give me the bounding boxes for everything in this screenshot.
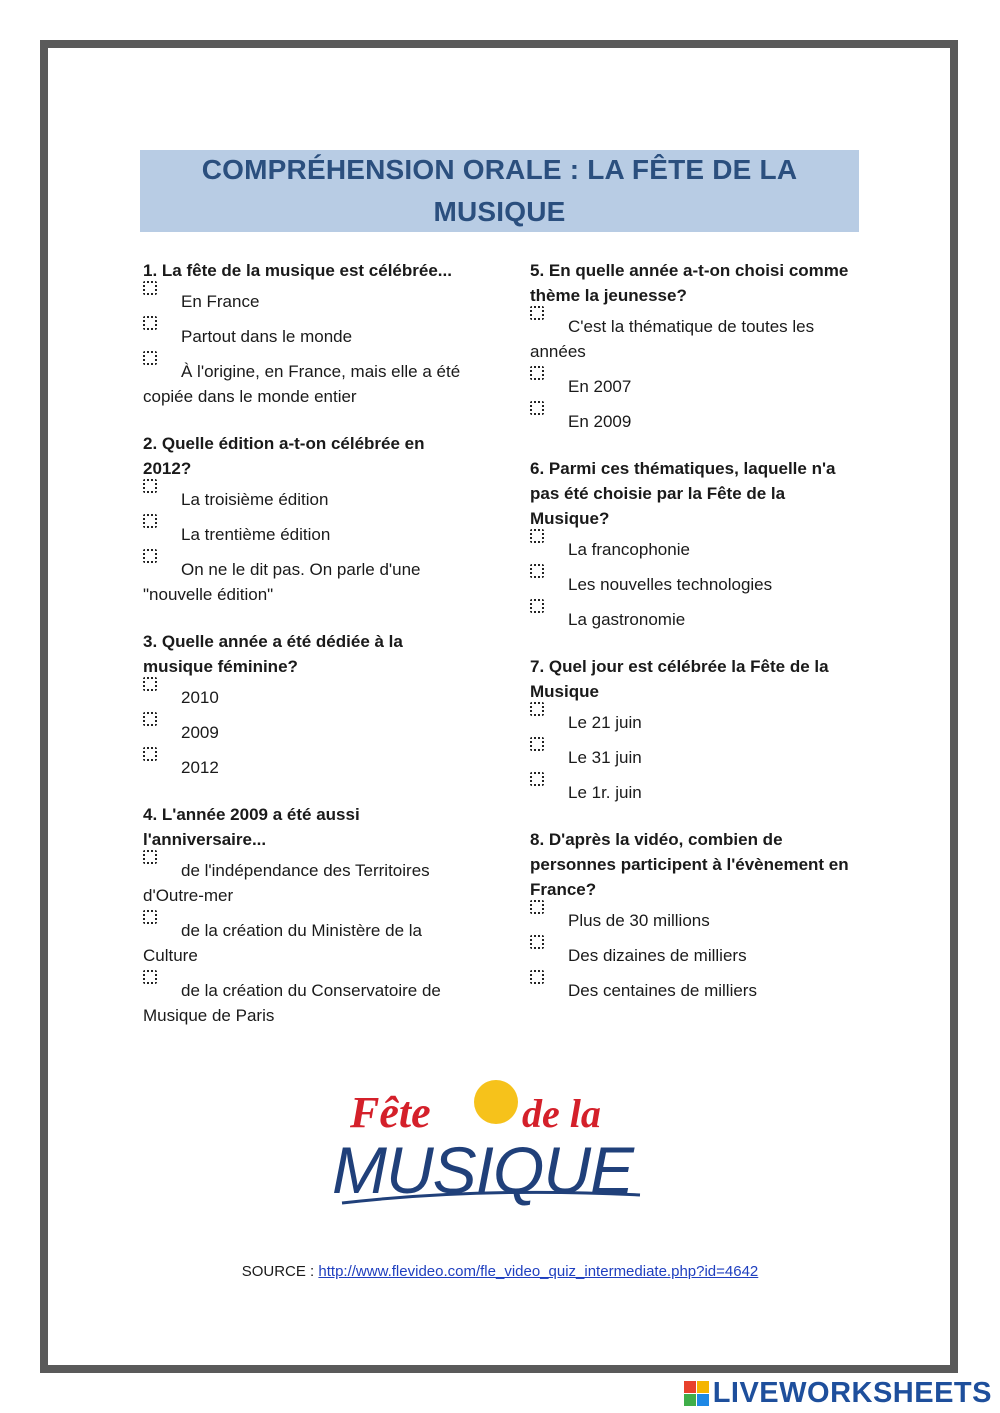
answer-option[interactable]: [530, 537, 860, 562]
option-label: Le 31 juin: [568, 748, 642, 767]
svg-text:de la: de la: [522, 1091, 601, 1136]
question-7: [530, 654, 860, 805]
option-label: Les nouvelles technologies: [568, 575, 773, 594]
question-text: 2. Quelle édition a-t-on célébrée en 2012?: [143, 434, 425, 478]
question-text: 8. D'après la vidéo, combien de personnes participent à l'évènement en France?: [530, 830, 849, 899]
checkbox-icon[interactable]: [143, 281, 157, 295]
option-label: En France: [181, 292, 260, 311]
checkbox-icon[interactable]: [143, 514, 157, 528]
answer-option[interactable]: [143, 522, 473, 547]
answer-option[interactable]: [530, 607, 860, 632]
checkbox-icon[interactable]: [143, 351, 157, 365]
answer-option[interactable]: [143, 487, 473, 512]
fete-de-la-musique-logo-icon: [322, 1075, 652, 1225]
checkbox-icon[interactable]: [143, 970, 157, 984]
question-5: [530, 258, 860, 434]
source-label: SOURCE :: [241, 1263, 315, 1280]
question-2: [143, 431, 473, 607]
checkbox-icon[interactable]: [530, 737, 544, 751]
checkbox-icon[interactable]: [530, 366, 544, 380]
checkbox-icon[interactable]: [530, 599, 544, 613]
checkbox-icon[interactable]: [143, 747, 157, 761]
checkbox-icon[interactable]: [143, 479, 157, 493]
right-column: [530, 258, 860, 1025]
option-label: À l'origine, en France, mais elle a été copiée dans le monde entier: [143, 362, 461, 406]
answer-option[interactable]: [143, 978, 473, 1028]
answer-option[interactable]: [530, 978, 860, 1003]
title-banner: [140, 150, 859, 232]
option-label: de la création du Ministère de la Culture: [143, 921, 422, 965]
checkbox-icon[interactable]: [530, 702, 544, 716]
answer-option[interactable]: [143, 755, 473, 780]
liveworksheets-brand[interactable]: [684, 1378, 992, 1408]
option-label: On ne le dit pas. On parle d'une "nouvelle édition": [143, 560, 421, 604]
source-line: [0, 1262, 1000, 1282]
checkbox-icon[interactable]: [530, 900, 544, 914]
question-6: [530, 456, 860, 632]
answer-option[interactable]: [530, 314, 860, 364]
answer-option[interactable]: [530, 572, 860, 597]
answer-option[interactable]: [530, 943, 860, 968]
option-label: Partout dans le monde: [181, 327, 353, 346]
answer-option[interactable]: [143, 858, 473, 908]
option-label: Le 21 juin: [568, 713, 642, 732]
option-label: La francophonie: [568, 540, 690, 559]
option-label: de l'indépendance des Territoires d'Outre-mer: [143, 861, 430, 905]
logo-line-2: MUSIQUE: [332, 1133, 634, 1207]
checkbox-icon[interactable]: [530, 772, 544, 786]
checkbox-icon[interactable]: [530, 935, 544, 949]
answer-option[interactable]: [143, 289, 473, 314]
answer-option[interactable]: [143, 359, 473, 409]
question-text: 7. Quel jour est célébrée la Fête de la Musique: [530, 657, 829, 701]
option-label: 2012: [181, 758, 219, 777]
brand-name: LIVEWORKSHEETS: [712, 1376, 992, 1409]
logo-line-1: Fête: [350, 1088, 431, 1137]
checkbox-icon[interactable]: [530, 306, 544, 320]
checkbox-icon[interactable]: [143, 850, 157, 864]
answer-option[interactable]: [530, 374, 860, 399]
answer-option[interactable]: [530, 908, 860, 933]
liveworksheets-icon: [684, 1381, 709, 1406]
checkbox-icon[interactable]: [143, 316, 157, 330]
question-1: [143, 258, 473, 409]
option-label: En 2007: [568, 377, 632, 396]
question-text: 5. En quelle année a-t-on choisi comme thème la jeunesse?: [530, 261, 849, 305]
checkbox-icon[interactable]: [143, 677, 157, 691]
option-label: La trentième édition: [181, 525, 331, 544]
answer-option[interactable]: [530, 780, 860, 805]
checkbox-icon[interactable]: [530, 564, 544, 578]
option-label: La gastronomie: [568, 610, 686, 629]
question-text: 1. La fête de la musique est célébrée...: [143, 261, 452, 280]
option-label: C'est la thématique de toutes les années: [530, 317, 815, 361]
answer-option[interactable]: [143, 720, 473, 745]
checkbox-icon[interactable]: [143, 910, 157, 924]
option-label: La troisième édition: [181, 490, 329, 509]
answer-option[interactable]: [143, 324, 473, 349]
option-label: Plus de 30 millions: [568, 911, 710, 930]
question-8: [530, 827, 860, 1003]
answer-option[interactable]: [143, 557, 473, 607]
checkbox-icon[interactable]: [143, 712, 157, 726]
option-label: de la création du Conservatoire de Musique de Paris: [143, 981, 441, 1025]
answer-option[interactable]: [143, 685, 473, 710]
checkbox-icon[interactable]: [143, 549, 157, 563]
checkbox-icon[interactable]: [530, 529, 544, 543]
option-label: 2010: [181, 688, 219, 707]
question-text: 6. Parmi ces thématiques, laquelle n'a pas été choisie par la Fête de la Musique?: [530, 459, 836, 528]
option-label: 2009: [181, 723, 219, 742]
option-label: En 2009: [568, 412, 632, 431]
page-title: COMPRÉHENSION ORALE : LA FÊTE DE LA MUSIQUE: [201, 154, 798, 227]
answer-option[interactable]: [143, 918, 473, 968]
sun-icon: [474, 1080, 518, 1124]
question-text: 4. L'année 2009 a été aussi l'anniversaire...: [143, 805, 360, 849]
option-label: Le 1r. juin: [568, 783, 642, 802]
answer-option[interactable]: [530, 745, 860, 770]
checkbox-icon[interactable]: [530, 401, 544, 415]
source-link[interactable]: http://www.flevideo.com/fle_video_quiz_intermediate.php?id=4642: [318, 1263, 759, 1280]
question-text: 3. Quelle année a été dédiée à la musique féminine?: [143, 632, 403, 676]
left-column: [143, 258, 473, 1050]
option-label: Des dizaines de milliers: [568, 946, 747, 965]
question-4: [143, 802, 473, 1028]
question-3: [143, 629, 473, 780]
option-label: Des centaines de milliers: [568, 981, 757, 1000]
answer-option[interactable]: [530, 710, 860, 735]
answer-option[interactable]: [530, 409, 860, 434]
checkbox-icon[interactable]: [530, 970, 544, 984]
